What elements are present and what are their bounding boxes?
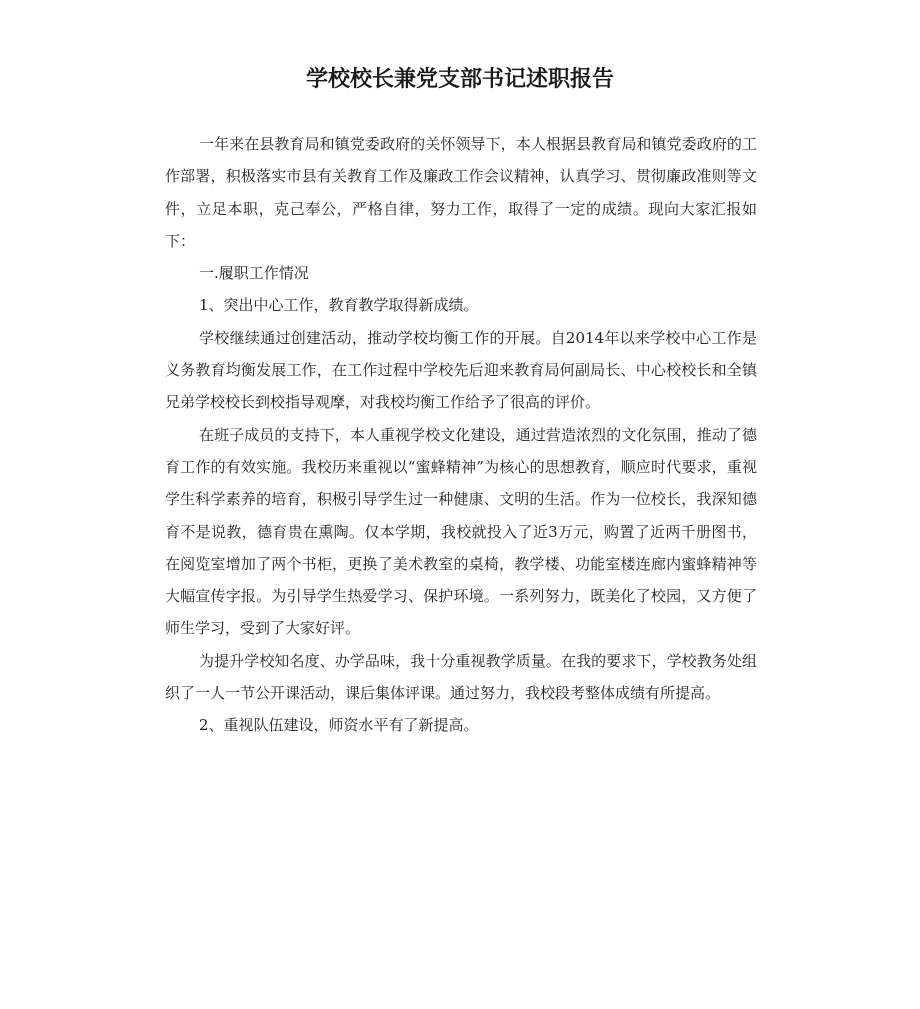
paragraph-balanced-development: 学校继续通过创建活动，推动学校均衡工作的开展。自2014年以来学校中心工作是义务教育均衡发展工作，在工作过程中学校先后迎来教育局何副局长、中心校校长和全镇兄弟学校校长到校指导观摩，对我校均衡工作给予了很高的评价。 [165, 328, 757, 412]
subheading-team-building: 2、重视队伍建设，师资水平有了新提高。 [199, 716, 479, 735]
paragraph-school-culture: 在班子成员的支持下，本人重视学校文化建设，通过营造浓烈的文化氛围，推动了德育工作的有效实施。我校历来重视以“蜜蜂精神”为核心的思想教育，顺应时代要求，重视学生科学素养的培育，积极引导学生过一种健康、文明的生活。作为一位校长，我深知德育不是说教，德育贵在熏陶。仅本学期，我校就投入了近3万元，购置了近两千册图书，在阅览室增加了两个书柜，更换了美术教室的桌椅，教学楼、功能室楼连廊内蜜蜂精神等大幅宣传字报。为引导学生热爱学习、保护环境。一系列努力，既美化了校园，又方便了师生学习，受到了大家好评。 [165, 425, 757, 638]
paragraph-intro: 一年来在县教育局和镇党委政府的关怀领导下，本人根据县教育局和镇党委政府的工作部署，积极落实市县有关教育工作及廉政工作会议精神，认真学习、贯彻廉政准则等文件，立足本职，克己奉公，严格自律，努力工作，取得了一定的成绩。现向大家汇报如下： [165, 135, 757, 250]
section-heading-duties: 一.履职工作情况 [199, 264, 309, 283]
document-body [165, 128, 757, 742]
paragraph-teaching-quality: 为提升学校知名度、办学品味，我十分重视教学质量。在我的要求下，学校教务处组织了一人一节公开课活动，课后集体评课。通过努力，我校段考整体成绩有所提高。 [165, 651, 757, 703]
subheading-central-work: 1、突出中心工作，教育教学取得新成绩。 [199, 296, 479, 315]
document-title: 学校校长兼党支部书记述职报告 [305, 67, 614, 92]
